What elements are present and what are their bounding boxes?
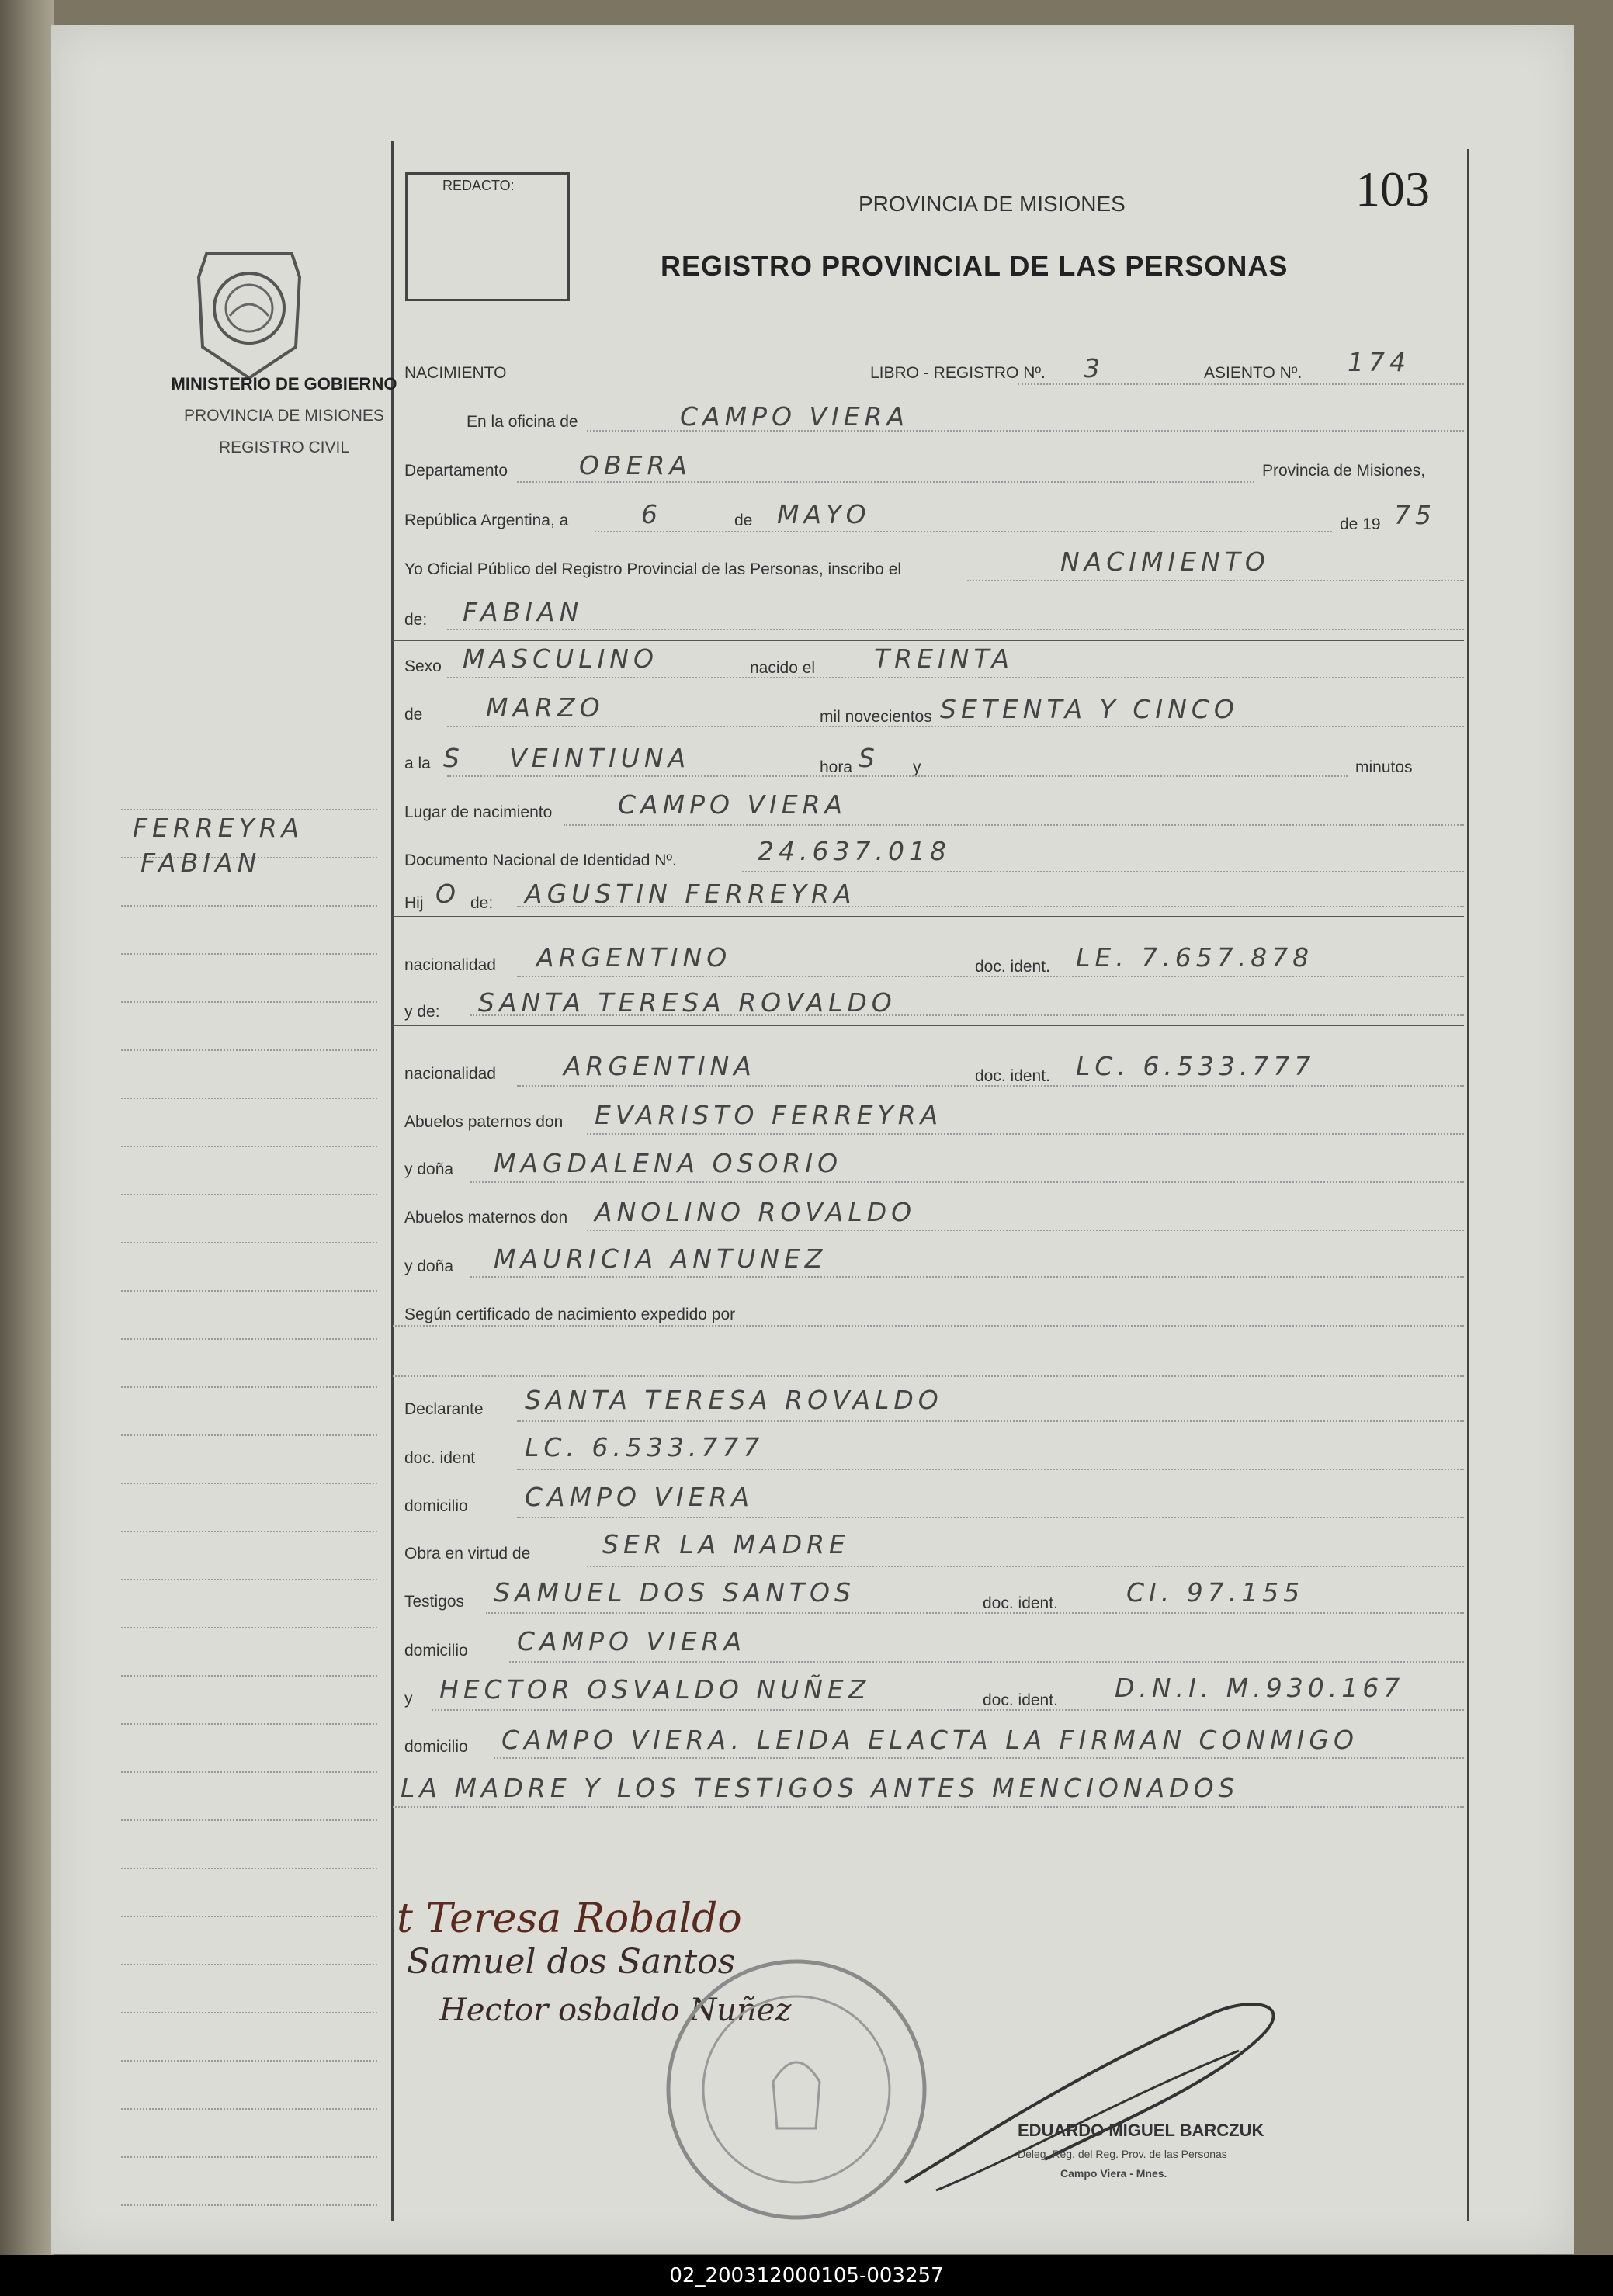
alas-suffix: S bbox=[443, 743, 464, 773]
anio-nac-value: SETENTA Y CINCO bbox=[940, 694, 1239, 724]
margin-rule bbox=[121, 1819, 377, 1821]
right-border bbox=[1467, 149, 1469, 2221]
signature-witness-1: Samuel dos Santos bbox=[407, 1942, 736, 1982]
domicilio3-label: domicilio bbox=[404, 1738, 468, 1756]
sexo-value: MASCULINO bbox=[463, 643, 658, 674]
hora-label: hora bbox=[820, 758, 853, 776]
page-number: 103 bbox=[1355, 161, 1430, 217]
ministry-label: MINISTERIO DE GOBIERNO bbox=[171, 374, 397, 394]
dotted-rule bbox=[517, 976, 1464, 977]
doc4-value: D.N.I. M.930.167 bbox=[1115, 1673, 1405, 1703]
margin-rule bbox=[121, 2156, 377, 2158]
dotted-rule bbox=[742, 871, 1464, 872]
document-title: REGISTRO PROVINCIAL DE LAS PERSONAS bbox=[661, 250, 1289, 282]
nac2-label: nacionalidad bbox=[404, 1065, 496, 1083]
nacido-value: TREINTA bbox=[874, 643, 1015, 674]
dotted-rule bbox=[470, 1276, 1464, 1278]
de3-label: de bbox=[404, 706, 423, 723]
dotted-rule bbox=[432, 1709, 1464, 1711]
dotted-rule bbox=[447, 677, 1464, 678]
official-place-stamp: Campo Viera - Mnes. bbox=[1060, 2167, 1167, 2180]
image-caption: 02_200312000105-003257 bbox=[0, 2255, 1613, 2296]
declarante-label: Declarante bbox=[404, 1400, 484, 1418]
dotted-rule bbox=[393, 1325, 1464, 1327]
libro-value: 3 bbox=[1084, 353, 1105, 383]
margin-rule bbox=[121, 1001, 377, 1003]
margin-note-name: FABIAN bbox=[140, 848, 262, 878]
ydona2-label: y doña bbox=[404, 1257, 454, 1275]
dotted-rule bbox=[587, 1230, 1464, 1231]
margin-rule bbox=[121, 1964, 377, 1965]
doc2-label: doc. ident. bbox=[975, 1067, 1050, 1085]
yde-label: y de: bbox=[404, 1003, 440, 1021]
y2-label: y bbox=[404, 1690, 413, 1708]
y-label: y bbox=[913, 758, 921, 776]
domicilio3-value: CAMPO VIERA. LEIDA ELACTA LA FIRMAN CONMIGO bbox=[501, 1725, 1358, 1755]
dotted-rule bbox=[393, 1375, 1464, 1377]
margin-rule bbox=[121, 1098, 377, 1099]
madre-value: SANTA TERESA ROVALDO bbox=[478, 987, 897, 1018]
margin-rule bbox=[121, 1386, 377, 1388]
republica-label: República Argentina, a bbox=[404, 512, 569, 529]
dotted-rule bbox=[587, 1566, 1464, 1567]
book-binding bbox=[0, 0, 54, 2255]
doc1-label: doc. ident. bbox=[975, 958, 1050, 976]
libro-label: LIBRO - REGISTRO Nº. bbox=[870, 364, 1046, 382]
testigo2-value: HECTOR OSVALDO NUÑEZ bbox=[439, 1674, 871, 1705]
padre-value: AGUSTIN FERREYRA bbox=[525, 879, 856, 909]
dotted-rule bbox=[517, 906, 1464, 907]
mes-value: MAYO bbox=[777, 499, 871, 529]
margin-rule bbox=[121, 1916, 377, 1917]
margin-rule bbox=[121, 905, 377, 907]
de2-label: de: bbox=[404, 611, 428, 629]
anio-label: de 19 bbox=[1340, 515, 1381, 533]
dotted-rule bbox=[517, 481, 1254, 483]
registry-label: REGISTRO CIVIL bbox=[218, 439, 350, 456]
domicilio1-label: domicilio bbox=[404, 1497, 468, 1515]
oficial-label: Yo Oficial Público del Registro Provincial de las Personas, inscribo el bbox=[404, 560, 902, 578]
doc2-value: LC. 6.533.777 bbox=[1076, 1051, 1316, 1081]
dotted-rule bbox=[517, 1469, 1464, 1470]
abp-value: EVARISTO FERREYRA bbox=[595, 1100, 943, 1130]
margin-rule bbox=[121, 1483, 377, 1484]
abm-value: ANOLINO ROVALDO bbox=[595, 1197, 917, 1227]
margin-rule bbox=[121, 1194, 377, 1195]
domicilio2-label: domicilio bbox=[404, 1642, 468, 1660]
hijo-label: Hij bbox=[404, 894, 424, 912]
departamento-value: OBERA bbox=[579, 450, 692, 480]
asiento-value: 174 bbox=[1348, 347, 1410, 377]
dotted-rule bbox=[517, 1517, 1464, 1518]
nacimiento-label: NACIMIENTO bbox=[404, 364, 507, 382]
hijo-de-label: de: bbox=[470, 894, 494, 912]
anio-value: 75 bbox=[1394, 500, 1436, 530]
header-province: PROVINCIA DE MISIONES bbox=[859, 192, 1126, 216]
hora-suffix: S bbox=[859, 743, 879, 773]
dotted-rule bbox=[486, 1612, 1464, 1614]
dotted-rule bbox=[595, 531, 1332, 532]
departamento-label: Departamento bbox=[404, 462, 508, 480]
testigo1-value: SAMUEL DOS SANTOS bbox=[494, 1577, 855, 1608]
signature-mother: t Teresa Robaldo bbox=[397, 1895, 742, 1942]
minutos-label: minutos bbox=[1355, 758, 1413, 776]
document-page bbox=[51, 25, 1574, 2254]
nac2-value: ARGENTINA bbox=[564, 1051, 756, 1081]
oficina-value: CAMPO VIERA bbox=[680, 401, 910, 432]
dotted-rule bbox=[470, 1181, 1464, 1183]
provincia-label: Provincia de Misiones, bbox=[1262, 462, 1426, 480]
dotted-rule bbox=[447, 726, 1464, 727]
lugar-label: Lugar de nacimiento bbox=[404, 803, 553, 821]
margin-rule bbox=[121, 2060, 377, 2062]
dotted-rule bbox=[494, 1757, 1464, 1759]
de-label: de bbox=[734, 512, 753, 529]
margin-rule bbox=[121, 953, 377, 955]
coat-of-arms-seal bbox=[191, 231, 307, 386]
margin-rule bbox=[121, 1675, 377, 1677]
mil-label: mil novecientos bbox=[820, 708, 932, 726]
margin-rule bbox=[121, 1627, 377, 1628]
margin-rule bbox=[121, 2108, 377, 2110]
docident-label: doc. ident bbox=[404, 1449, 476, 1467]
dotted-rule bbox=[517, 1420, 1464, 1422]
margin-rule bbox=[121, 1723, 377, 1725]
dotted-rule bbox=[447, 629, 1464, 630]
ydona1-label: y doña bbox=[404, 1160, 454, 1178]
margin-rule bbox=[121, 1338, 377, 1340]
margin-rule bbox=[121, 1771, 377, 1773]
segun-label: Según certificado de nacimiento expedido por bbox=[404, 1306, 736, 1323]
dotted-rule bbox=[393, 1806, 1464, 1808]
domicilio2-value: CAMPO VIERA bbox=[517, 1626, 747, 1656]
dotted-rule bbox=[564, 824, 1464, 826]
dotted-rule bbox=[587, 1133, 1464, 1135]
mes-nac-value: MARZO bbox=[486, 692, 605, 723]
obra-value: SER LA MADRE bbox=[602, 1529, 850, 1559]
redacto-box bbox=[405, 172, 570, 301]
dni-label: Documento Nacional de Identidad Nº. bbox=[404, 851, 677, 869]
hijo-suffix: O bbox=[435, 879, 460, 909]
dotted-rule bbox=[967, 580, 1464, 581]
nacido-label: nacido el bbox=[750, 659, 816, 677]
left-province-label: PROVINCIA DE MISIONES bbox=[184, 407, 384, 425]
oficina-label: En la oficina de bbox=[467, 413, 578, 431]
margin-rule bbox=[121, 809, 377, 810]
docident-value: LC. 6.533.777 bbox=[525, 1432, 765, 1462]
margin-note-surname: FERREYRA bbox=[133, 813, 304, 843]
solid-rule bbox=[393, 916, 1464, 917]
margin-rule bbox=[121, 1242, 377, 1243]
declarante-value: SANTA TERESA ROVALDO bbox=[525, 1385, 943, 1415]
doc4-label: doc. ident. bbox=[983, 1691, 1058, 1709]
official-name-stamp: EDUARDO MIGUEL BARCZUK bbox=[1018, 2121, 1264, 2140]
margin-rule bbox=[121, 2204, 377, 2206]
dotted-rule bbox=[1018, 383, 1464, 385]
margin-rule bbox=[121, 1049, 377, 1051]
cont-value: LA MADRE Y LOS TESTIGOS ANTES MENCIONADOS bbox=[401, 1773, 1240, 1803]
doc3-label: doc. ident. bbox=[983, 1594, 1058, 1612]
dotted-rule bbox=[517, 1085, 1464, 1087]
abp2-value: MAGDALENA OSORIO bbox=[494, 1148, 843, 1178]
dotted-rule bbox=[509, 1661, 1464, 1663]
nombre-value: FABIAN bbox=[463, 597, 584, 627]
dni-value: 24.637.018 bbox=[758, 836, 951, 866]
margin-rule bbox=[121, 1868, 377, 1869]
redacto-label: REDACTO: bbox=[442, 178, 515, 193]
solid-rule bbox=[393, 640, 1464, 641]
dotted-rule bbox=[447, 775, 1348, 777]
signature-witness-2: Hector osbaldo Nuñez bbox=[439, 1993, 792, 2028]
domicilio1-value: CAMPO VIERA bbox=[525, 1482, 754, 1512]
alas-label: a la bbox=[404, 754, 431, 772]
margin-rule bbox=[121, 1290, 377, 1292]
lugar-value: CAMPO VIERA bbox=[618, 789, 848, 820]
solid-rule bbox=[393, 1025, 1464, 1026]
dia-value: 6 bbox=[641, 499, 662, 529]
abp-label: Abuelos paternos don bbox=[404, 1113, 564, 1131]
dotted-rule bbox=[470, 1014, 1464, 1016]
abm2-value: MAURICIA ANTUNEZ bbox=[494, 1243, 827, 1274]
nac1-value: ARGENTINO bbox=[536, 942, 732, 973]
official-title-stamp: Deleg. Reg. del Reg. Prov. de las Personas bbox=[1018, 2148, 1227, 2160]
abm-label: Abuelos maternos don bbox=[404, 1209, 568, 1226]
nac1-label: nacionalidad bbox=[404, 956, 496, 974]
obra-label: Obra en virtud de bbox=[404, 1545, 531, 1562]
hora-value: VEINTIUNA bbox=[509, 743, 691, 773]
dotted-rule bbox=[587, 430, 1464, 432]
margin-rule bbox=[121, 2012, 377, 2013]
margin-rule bbox=[121, 1579, 377, 1580]
doc3-value: CI. 97.155 bbox=[1126, 1577, 1305, 1608]
margin-rule bbox=[121, 1146, 377, 1147]
testigos-label: Testigos bbox=[404, 1593, 465, 1611]
oficial-value: NACIMIENTO bbox=[1060, 546, 1270, 577]
margin-rule bbox=[121, 1531, 377, 1532]
sexo-label: Sexo bbox=[404, 657, 442, 675]
margin-rule bbox=[121, 1434, 377, 1436]
asiento-label: ASIENTO Nº. bbox=[1204, 364, 1303, 382]
doc1-value: LE. 7.657.878 bbox=[1076, 942, 1314, 973]
